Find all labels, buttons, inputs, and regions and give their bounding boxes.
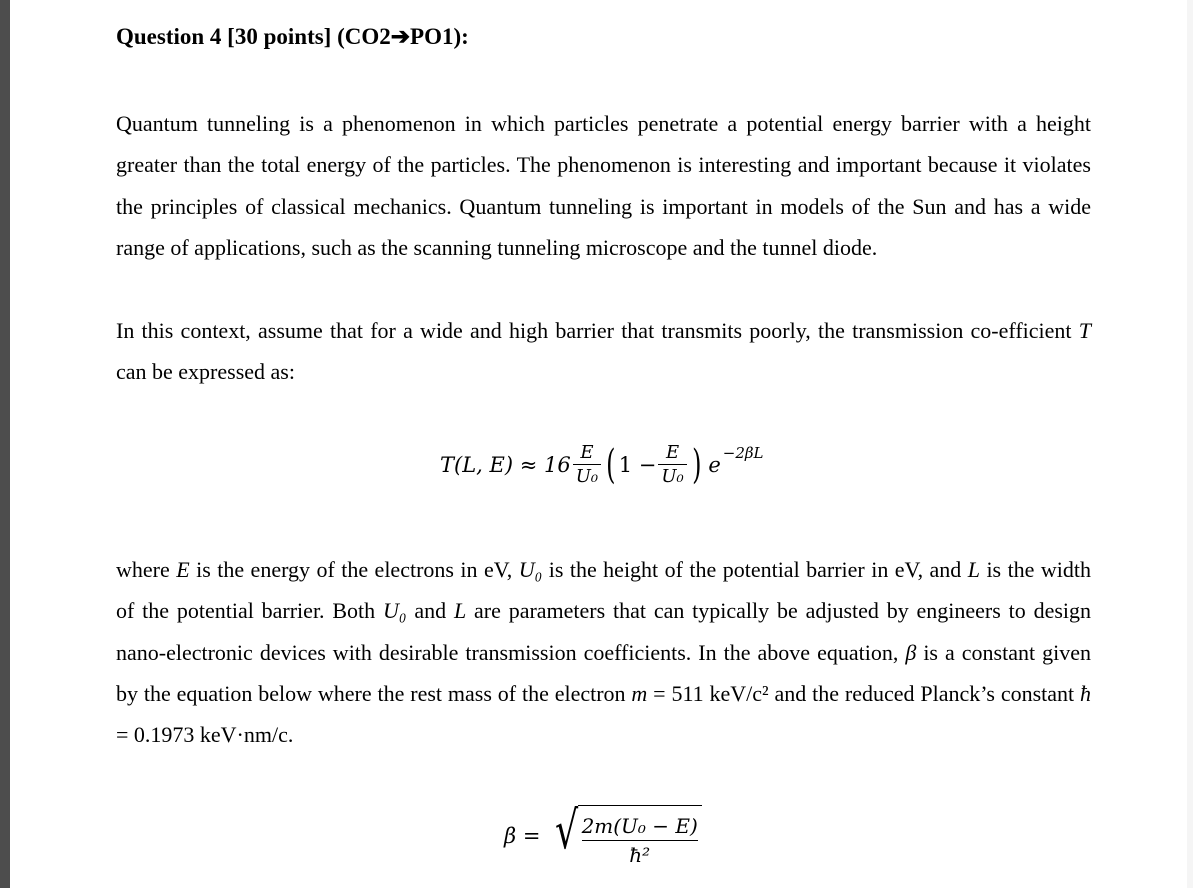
eq2-radical-sign: √ xyxy=(555,801,579,861)
def-text-1: where xyxy=(116,557,177,582)
eq2-lhs: β = xyxy=(504,824,541,848)
var-U0-b: U₀ xyxy=(382,598,407,624)
beta-equation xyxy=(504,801,702,867)
transmission-equation xyxy=(440,442,764,487)
eq1-frac2-den: U₀ xyxy=(658,464,686,487)
def-text-7: is a constant given by the equation below where the rest mass of the electron xyxy=(116,639,1091,706)
eq1-paren-open: ( xyxy=(606,441,616,488)
eq1-one-minus: 1 − xyxy=(618,452,657,477)
eq1-frac2-num: E xyxy=(665,442,680,463)
viewer-left-edge xyxy=(0,0,10,888)
def-text-8: = 511 keV/c² and the reduced Planck’s constant xyxy=(647,680,1081,706)
var-L-b: L xyxy=(453,598,467,624)
eq1-fraction-1 xyxy=(573,442,601,487)
def-text-6: are parameters that can typically be adjusted by engineers to design nano-electronic devices with desirable transmission coefficients. In the above equation, xyxy=(116,598,1092,665)
var-U0: U₀ xyxy=(518,557,543,582)
eq2-radicand xyxy=(578,805,702,867)
question-heading: Question 4 [30 points] (CO2➔PO1): xyxy=(116,24,469,49)
def-text-5: and xyxy=(406,598,454,624)
context-paragraph xyxy=(116,310,1091,393)
eq1-exp-base: e xyxy=(708,452,721,477)
context-text-2: can be expressed as: xyxy=(116,359,295,385)
eq1-frac1-den: U₀ xyxy=(573,464,601,487)
var-T: T xyxy=(1078,318,1091,343)
var-E: E xyxy=(176,557,190,582)
eq2-denominator: ħ² xyxy=(629,843,651,867)
eq1-exponent: −2βL xyxy=(722,443,764,462)
eq1-lhs: T(L, E) ≈ 16 xyxy=(440,452,571,477)
context-text-1: In this context, assume that for a wide and high barrier that transmits poorly, the transmission co-efficient xyxy=(116,318,1079,343)
def-text-3: is the height of the potential barrier in eV, and xyxy=(542,557,968,582)
eq2-numerator: 2m(U₀ − E) xyxy=(582,814,698,841)
intro-paragraph: Quantum tunneling is a phenomenon in which particles penetrate a potential energy barrier with a height greater than the total energy of the particles. The phenomenon is interesting and important because it violates the principles of classical mechanics. Quantum tunneling is important in models of the Sun and has a wide range of applications, such as the scanning tunneling microscope and the tunnel diode. xyxy=(116,111,1091,260)
var-hbar: ħ xyxy=(1080,680,1092,706)
def-text-9: = 0.1973 keV·nm/c. xyxy=(116,722,294,748)
var-beta: β xyxy=(905,639,917,665)
definitions-paragraph xyxy=(116,549,1091,755)
eq1-frac1-num: E xyxy=(580,442,594,463)
eq2-sqrt xyxy=(550,801,701,867)
var-L: L xyxy=(967,557,980,582)
def-text-4: is the width of the potential barrier. Both xyxy=(116,557,1092,624)
eq1-fraction-2 xyxy=(658,442,686,487)
def-text-2: is the energy of the electrons in eV, xyxy=(189,557,519,582)
viewer-right-edge xyxy=(1187,0,1193,888)
var-m: m xyxy=(631,680,648,706)
eq1-paren-close: ) xyxy=(691,441,702,488)
